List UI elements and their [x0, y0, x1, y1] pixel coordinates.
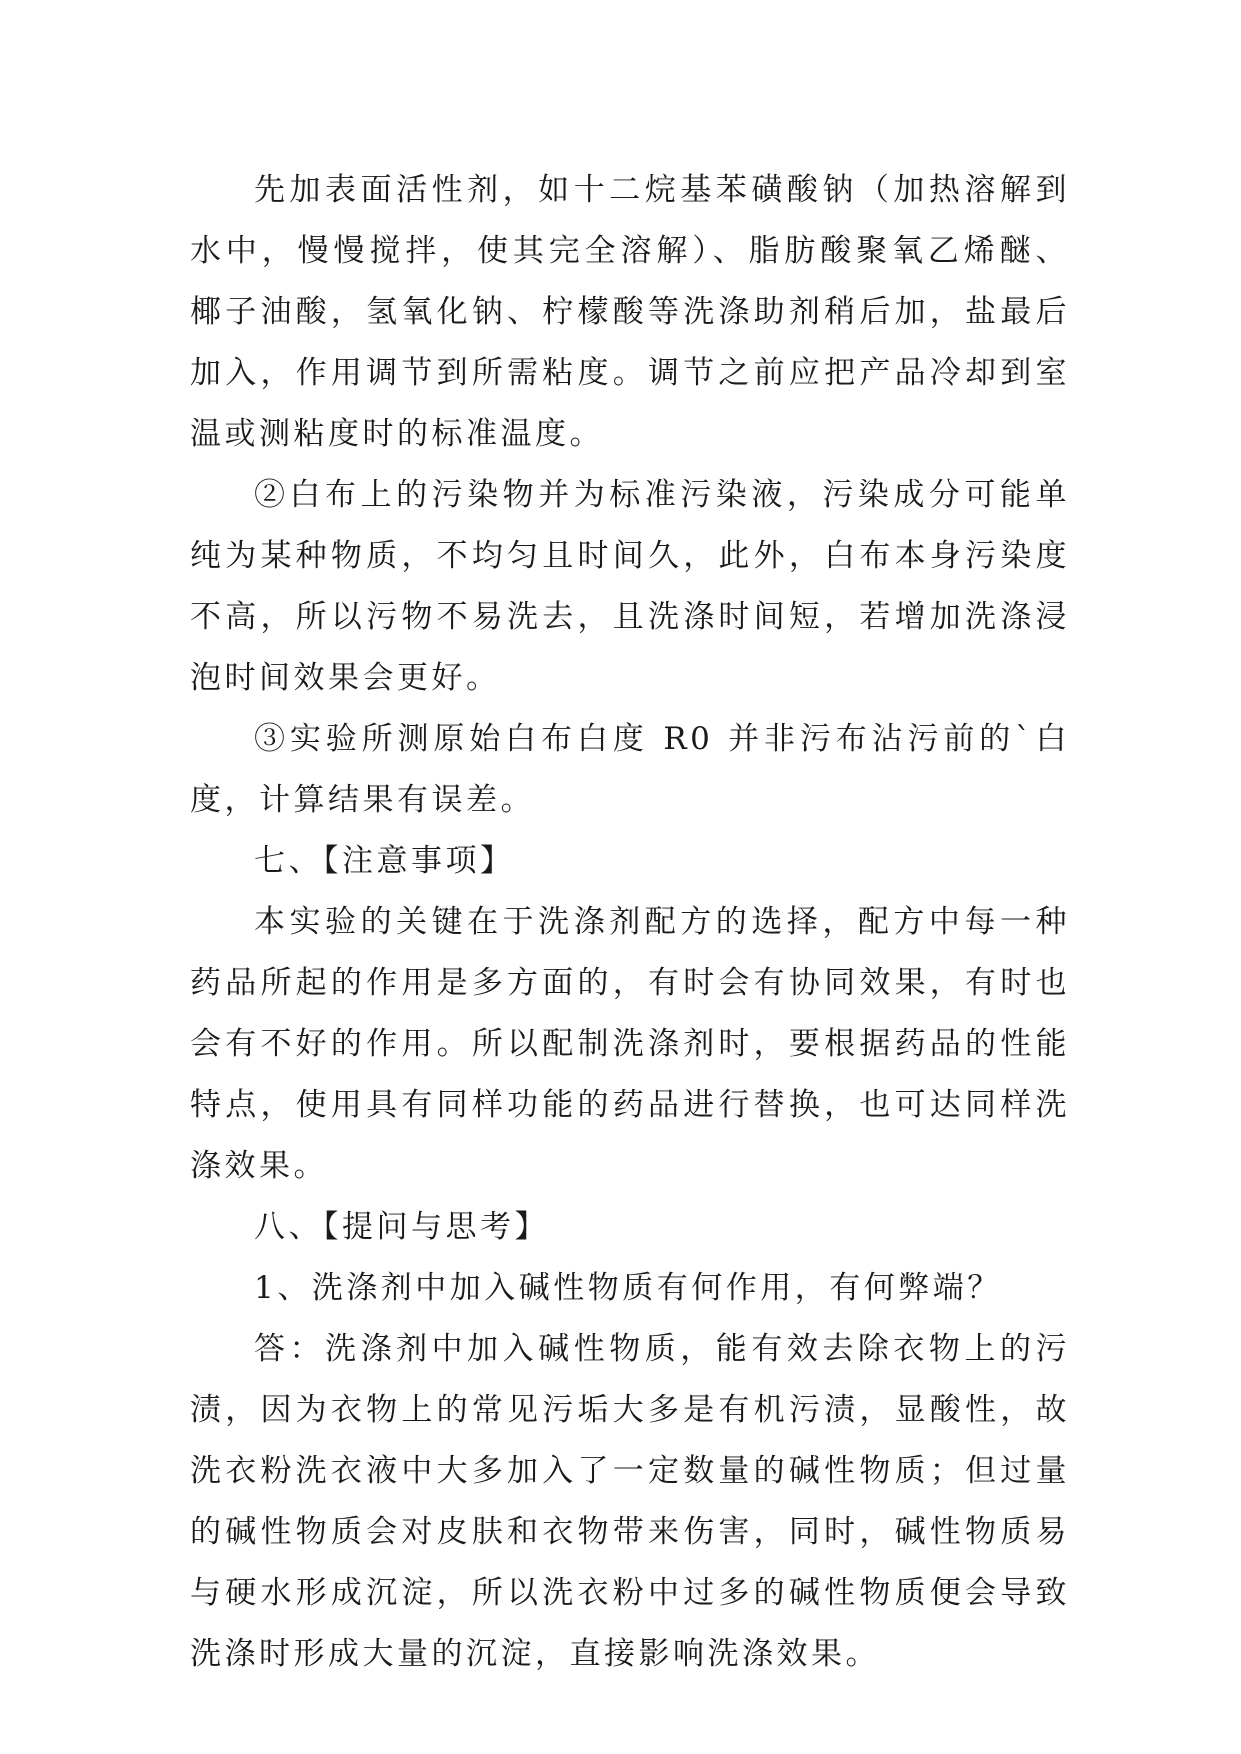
section-heading-precautions: 七、【注意事项】 [254, 843, 515, 879]
answer-1: 答：洗涤剂中加入碱性物质，能有效去除衣物上的污渍，因为衣物上的常见污垢大多是有机污渍，显酸性，故洗衣粉洗衣液中大多加入了一定数量的碱性物质；但过量的碱性物质会对皮肤和衣物带来伤害，同时，碱性物质易与硬水形成沉淀，所以洗衣粉中过多的碱性物质便会导致洗涤时形成大量的沉淀，直接影响洗涤效果。 [190, 1331, 1070, 1672]
paragraph-point-2: ②白布上的污染物并为标准污染液，污染成分可能单纯为某种物质，不均匀且时间久，此外，白布本身污染度不高，所以污物不易洗去，且洗涤时间短，若增加洗涤浸泡时间效果会更好。 [190, 477, 1070, 696]
document-page [190, 160, 1070, 1685]
paragraph-surfactant-order: 先加表面活性剂，如十二烷基苯磺酸钠（加热溶解到水中，慢慢搅拌，使其完全溶解）、脂肪酸聚氧乙烯醚、椰子油酸，氢氧化钠、柠檬酸等洗涤助剂稍后加，盐最后加入，作用调节到所需粘度。调节之前应把产品冷却到室温或测粘度时的标准温度。 [190, 172, 1070, 452]
section-heading-questions: 八、【提问与思考】 [254, 1209, 549, 1245]
paragraph-point-3: ③实验所测原始白布白度 R0 并非污布沾污前的`白度，计算结果有误差。 [190, 721, 1070, 818]
question-1: 1、洗涤剂中加入碱性物质有何作用，有何弊端？ [254, 1270, 1002, 1306]
paragraph-precautions: 本实验的关键在于洗涤剂配方的选择，配方中每一种药品所起的作用是多方面的，有时会有协同效果，有时也会有不好的作用。所以配制洗涤剂时，要根据药品的性能特点，使用具有同样功能的药品进行替换，也可达同样洗涤效果。 [190, 904, 1070, 1184]
